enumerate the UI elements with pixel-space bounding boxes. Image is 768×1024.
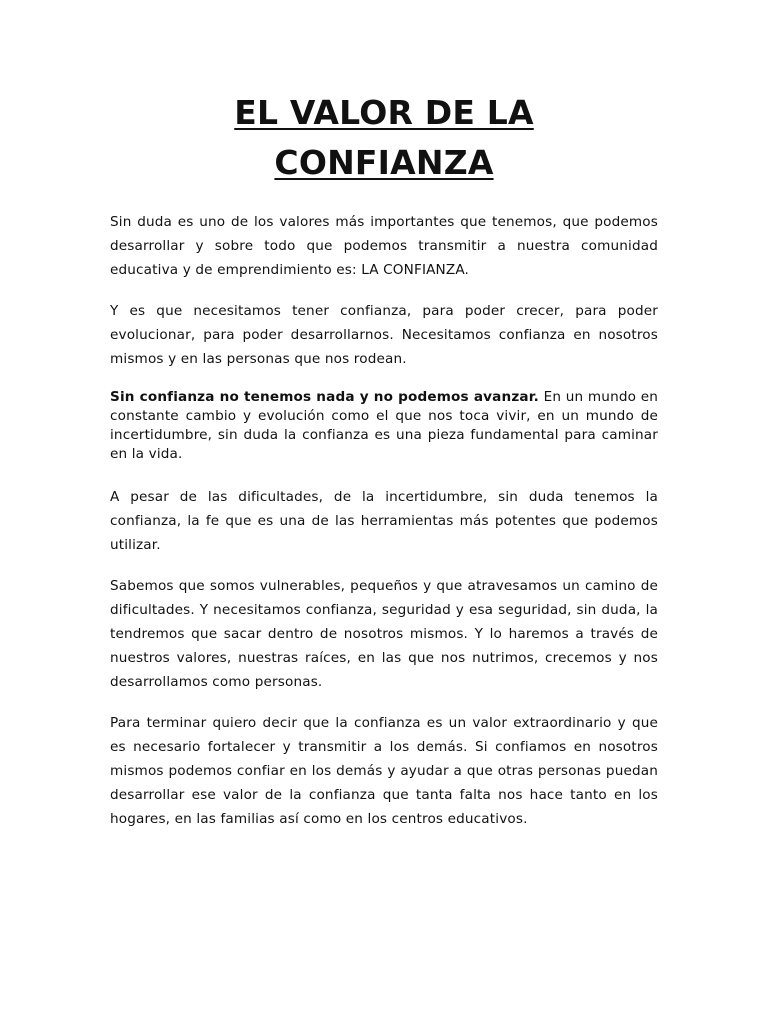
paragraph-1: Sin duda es uno de los valores más importantes que tenemos, que podemos desarrollar y sobre todo que podemos transmitir a nuestra comunidad educativa y de emprendimiento es: LA CONFIANZA.: [110, 214, 658, 278]
paragraph-6: Para terminar quiero decir que la confianza es un valor extraordinario y que es necesario fortalecer y transmitir a los demás. Si confiamos en nosotros mismos podemos confiar en los demás y ayudar a que otras personas puedan desarrollar ese valor de la confianza que tanta falta nos hace tanto en los hogares, en las familias así como en los centros educativos.: [110, 715, 658, 827]
paragraph-3: [110, 388, 658, 464]
title-line-2: CONFIANZA: [274, 143, 494, 182]
paragraph-5: Sabemos que somos vulnerables, pequeños y que atravesamos un camino de dificultades. Y necesitamos confianza, seguridad y esa seguridad, sin duda, la tendremos que sacar dentro de nosotros mismos. Y lo haremos a través de nuestros valores, nuestras raíces, en las que nos nutrimos, crecemos y nos desarrollamos como personas.: [110, 578, 658, 690]
paragraph-4: A pesar de las dificultades, de la incertidumbre, sin duda tenemos la confianza, la fe que es una de las herramientas más potentes que podemos utilizar.: [110, 489, 658, 553]
paragraph-3-text: En un mundo en constante cambio y evolución como el que nos toca vivir, en un mundo de incertidumbre, sin duda la confianza es una pieza fundamental para caminar en la vida.: [110, 389, 658, 462]
document-title: [110, 88, 658, 188]
paragraph-3-bold-sentence: Sin confianza no tenemos nada y no podemos avanzar.: [110, 389, 539, 405]
paragraph-2: Y es que necesitamos tener confianza, para poder crecer, para poder evolucionar, para poder desarrollarnos. Necesitamos confianza en nosotros mismos y en las personas que nos rodean.: [110, 303, 658, 367]
title-line-1: EL VALOR DE LA: [234, 93, 534, 132]
